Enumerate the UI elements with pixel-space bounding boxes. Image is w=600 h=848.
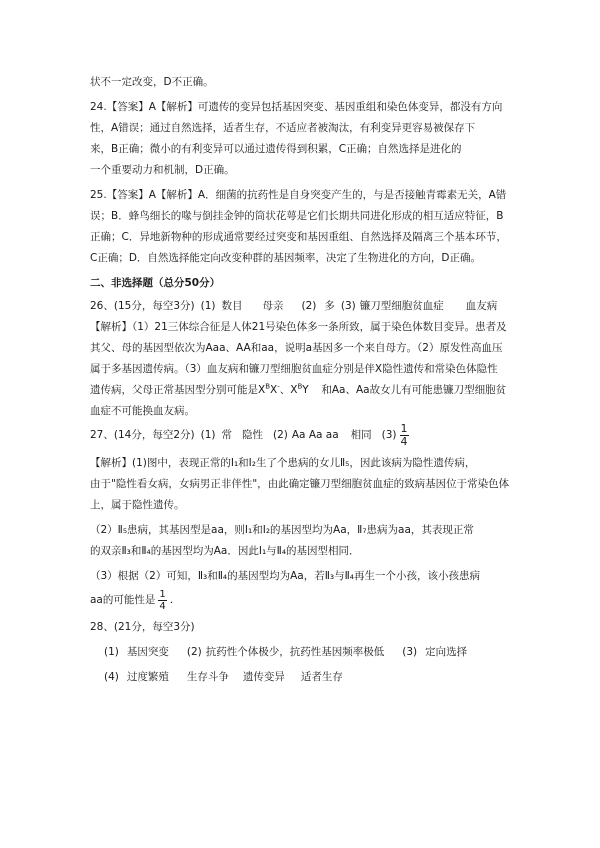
fraction [158,589,166,612]
q27-header: 27、(14分，每空2分) [90,429,195,441]
q24-line: 24.【答案】A【解析】可遗传的变异包括基因突变、基因重组和染色体变异，都没有方向 [90,101,503,113]
q27-explanation: （3）根据（2）可知，Ⅱ₃和Ⅱ₄的基因型均为Aa，若Ⅱ₃与Ⅱ₄再生一个小孩，该小孩患病 [90,570,480,582]
fraction [400,423,409,448]
q27-explanation [90,587,510,613]
q26-explanation [90,380,510,401]
q24-line: 来，B正确；微小的有利变异可以通过遗传得到积累，C正确；自然选择是进化的 [90,143,462,155]
q27-answer: 相同 [350,429,372,441]
fraction-denominator: 4 [159,600,166,612]
q27-explanation: 由于"隐性看女病，女病男正非伴性"，由此确定镰刀型细胞贫血症的致病基因位于常染色体 [90,478,510,490]
fraction-numerator: 1 [400,422,408,435]
q24-line: 一个重要动力和机制，D正确。 [90,164,235,176]
q27-explanation: 的双亲Ⅱ₃和Ⅱ₄的基因型均为Aa．因此Ⅰ₁与Ⅱ₄的基因型相同． [90,545,360,557]
text-run: 、X [279,384,298,396]
q27-explanation: （2）Ⅱ₅患病，其基因型是aa，则Ⅰ₁和Ⅰ₂的基因型均为Aa，Ⅱ₇患病为aa，其表现正常 [90,524,474,536]
text-run: X [270,384,278,396]
q24-line: 性，A错误；通过自然选择，适者生存，不适应者被淘汰，有利变异更容易被保存下 [90,122,476,134]
q26-explanation: 【解析】（1）21三体综合征是人体21号染色体多一条所致，属于染色体数目变异。患者及 [90,321,507,333]
q28-answer: 遗传变异 [242,671,285,683]
q26-answer: 镰刀型细胞贫血症 [359,300,444,312]
q28-blank-num: (1) [104,646,119,658]
q27-answer-row [90,422,510,449]
q26-answer: 母亲 [262,300,284,312]
q28-answer: 抗药性个体极少，抗药性基因频率极低 [205,646,385,658]
q26-explanation: 属于多基因遗传病。（3）血友病和镰刀型细胞贫血症分别是伴X隐性遗传和常染色体隐性 [90,363,498,375]
q26-answer: 数目 [221,300,243,312]
q28-answer: 生存斗争 [186,671,229,683]
superscript: B [297,382,303,391]
q28-blank-num: (3) [402,646,418,658]
q28-header: 28、(21分，每空3分) [90,621,195,633]
q28-answer: 基因突变 [126,646,169,658]
q27-answer: 隐性 [241,429,263,441]
q27-blank-num: (1) [200,429,216,441]
q26-blank-num: (1) [200,300,216,312]
q25-line: C正确；D．自然选择能定向改变种群的基因频率，决定了生物进化的方向，D正确。 [90,252,482,264]
fraction-numerator: 1 [159,588,166,600]
q28-answer: 过度繁殖 [126,671,169,683]
q27-answer: 常 [221,429,232,441]
superscript: - [277,382,280,391]
q28-answer-row [90,667,510,688]
q28-blank-num: (4) [104,671,119,683]
fraction-denominator: 4 [400,435,408,448]
superscript: B [265,382,271,391]
answer-content [90,72,510,688]
q26-header: 26、(15分，每空3分) [90,300,195,312]
q26-answer: 血友病 [465,300,498,312]
q25-line: 正确；C．异地新物种的形成通常要经过突变和基因重组、自然选择及隔离三个基本环节， [90,231,507,243]
q26-answer: 多 [324,300,335,312]
q26-explanation: 血症不可能换血友病。 [90,405,195,417]
section-heading: 二、非选择题（总分50分） [90,277,221,289]
q28-answer: 定向选择 [425,646,468,658]
q27-blank-num: (3) [381,429,397,441]
q26-blank-num: (3) [340,300,356,312]
text-line: 状不一定改变，D不正确。 [90,76,214,88]
q28-answer-row [90,642,510,663]
q27-explanation: 上，属于隐性遗传。 [90,499,185,511]
q26-answer-row [90,296,510,317]
q27-answer: Aa Aa aa [291,429,339,441]
q26-explanation: 其父、母的基因型依次为Aaa、AA和aa，说明a基因多一个来自母方。（2）原发性高血压 [90,342,503,354]
q26-blank-num: (2) [301,300,317,312]
q27-blank-num: (2) [272,429,288,441]
text-run: Y [302,384,309,396]
q28-answer: 适者生存 [300,671,343,683]
q27-explanation: 【解析】(1)图中，表现正常的Ⅰ₁和Ⅰ₂生了个患病的女儿Ⅱ₅，因此该病为隐性遗传病， [90,457,476,469]
q28-blank-num: (2) [186,646,202,658]
text-run: aa的可能性是 [90,593,156,606]
text-run: 和Aa、Aa故女儿有可能患镰刀型细胞贫 [321,384,507,396]
q25-line: 25.【答案】A【解析】A．细菌的抗药性是自身突变产生的，与是否接触青霉素无关，A错 [90,189,507,201]
q25-line: 误；B．蜂鸟细长的喙与倒挂金钟的筒状花萼是它们长期共同进化形成的相互适应特征，B [90,210,504,222]
text-run: . [169,593,174,606]
text-run: 遗传病，父母正常基因型分别可能是X [90,384,266,396]
